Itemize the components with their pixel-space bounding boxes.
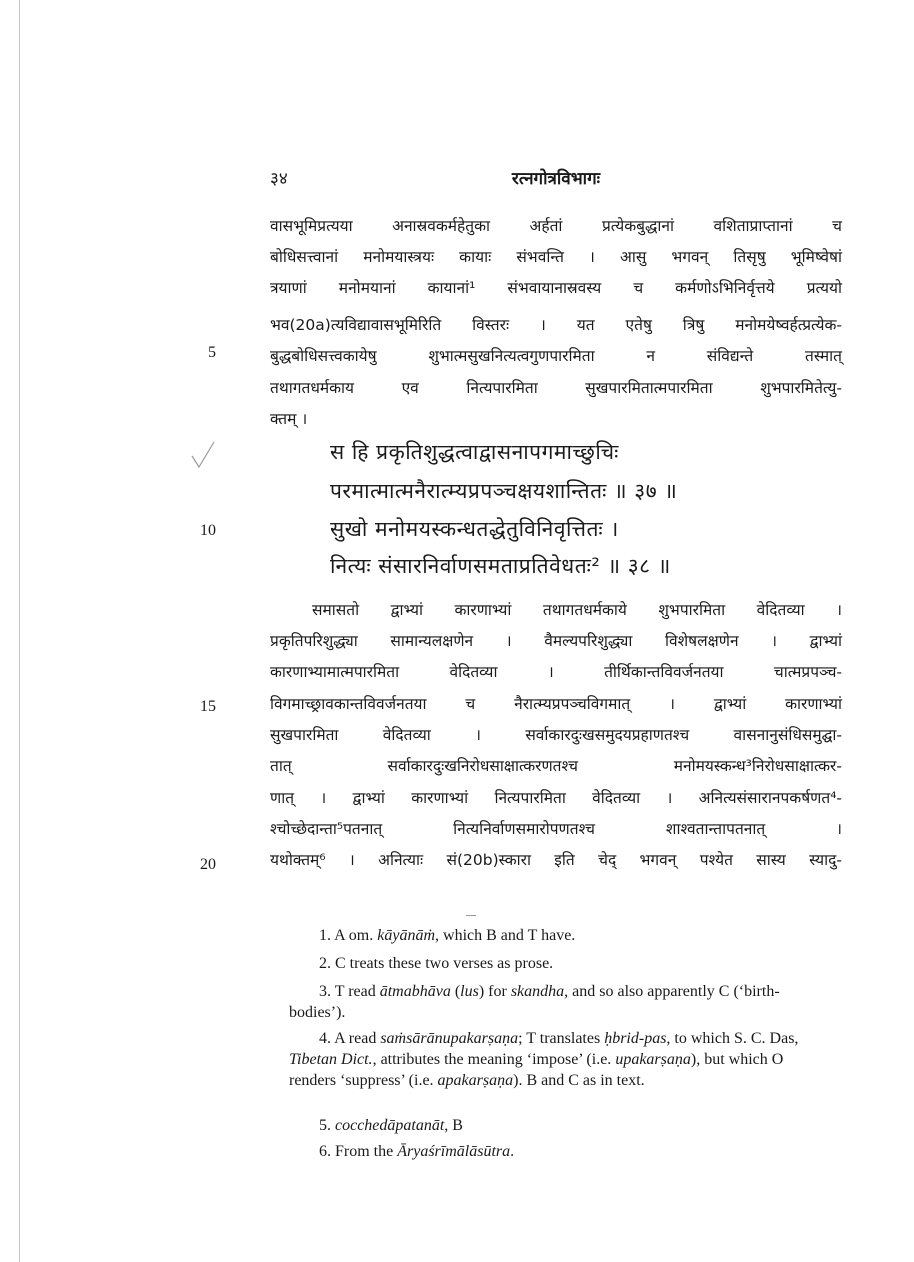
running-head: [270, 166, 842, 198]
body-line: तथागतधर्मकाय एव नित्यपारमिता सुखपारमितात्मपारमिता शुभपारमितेत्यु-: [270, 379, 842, 397]
commentary-line: यथोक्तम्⁶ । अनित्याः सं(20b)स्कारा इति चेद् भगवन् पश्येत सास्य स्यादु-: [270, 851, 842, 869]
footnote-2: 2. C treats these two verses as prose.: [289, 953, 834, 974]
verse-line: नित्यः संसारनिर्वाणसमताप्रतिवेधतः² ॥ ३८ ॥: [330, 554, 671, 578]
check-mark-icon: [190, 440, 216, 470]
verse-line: सुखो मनोमयस्कन्धतद्धेतुविनिवृत्तितः ।: [330, 517, 619, 541]
body-line: वासभूमिप्रत्यया अनास्रवकर्महेतुका अर्हतां प्रत्येकबुद्धानां वशिताप्राप्तानां च: [270, 217, 842, 235]
page-edge: [19, 0, 20, 1262]
footnote-number: 2.: [319, 955, 331, 972]
commentary-line: णात् । द्वाभ्यां कारणाभ्यां नित्यपारमिता वेदितव्या । अनित्यसंसारानपकर्षणत⁴-: [270, 789, 842, 807]
body-line: बोधिसत्त्वानां मनोमयास्त्रयः कायाः संभवन्ति । आसु भगवन् तिसृषु भूमिष्वेषां: [270, 248, 842, 266]
commentary-line: श्चोच्छेदान्ता⁵पतनात् नित्यनिर्वाणसमारोपणतश्च शाश्वतान्तापतनात् ।: [270, 820, 842, 838]
footnote-5: 5. cocchedāpatanāt, B: [289, 1115, 834, 1136]
commentary-line: समासतो द्वाभ्यां कारणाभ्यां तथागतधर्मकाये शुभपारमिता वेदितव्या ।: [312, 601, 842, 619]
body-line: बुद्धबोधिसत्त्वकायेषु शुभात्मसुखनित्यत्वगुणपारमिता न संविद्यन्ते तस्मात्: [270, 347, 842, 365]
footnote-1: 1. A om. kāyānāṁ, which B and T have.: [289, 925, 834, 946]
commentary-line: प्रकृतिपरिशुद्ध्या सामान्यलक्षणेन । वैमल्यपरिशुद्ध्या विशेषलक्षणेन । द्वाभ्यां: [270, 632, 842, 650]
body-line: भव(20a)त्यविद्यावासभूमिरिति विस्तरः । यत एतेषु त्रिषु मनोमयेष्वर्हत्प्रत्येक-: [270, 316, 842, 334]
line-number: 10: [200, 522, 216, 539]
commentary-line: कारणाभ्यामात्मपारमिता वेदितव्या । तीर्थिकान्तविवर्जनतया चात्मप्रपञ्च-: [270, 663, 842, 681]
footnote-number: 3.: [319, 983, 331, 1000]
commentary-line: सुखपारमिता वेदितव्या । सर्वाकारदुःखसमुदयप्रहाणतश्च वासनानुसंधिसमुद्घा-: [270, 726, 842, 744]
body-line: क्तम् ।: [270, 410, 308, 428]
page-title: रत्नगोत्रविभागः: [511, 169, 601, 189]
line-number: 20: [200, 856, 216, 873]
footnote-divider: [466, 915, 476, 916]
footnote-6: 6. From the Āryaśrīmālāsūtra.: [289, 1141, 834, 1162]
footnote-number: 4.: [319, 1030, 331, 1047]
footnote-4: 4. A read saṁsārānupakarṣaṇa; T translates ḥbrid-pas, to which S. C. Das, Tibetan Dict., attributes the meaning ‘impose’ (i.e. upakarṣaṇa), but which O renders ‘suppress’ (i.e. apakarṣaṇa). B and C as in text.: [289, 1030, 799, 1089]
footnote-number: 6.: [319, 1143, 331, 1160]
commentary-line: विगमाच्छ्रावकान्तविवर्जनतया च नैरात्म्यप्रपञ्चविगमात् । द्वाभ्यां कारणाभ्यां: [270, 695, 842, 713]
footnote-3: 3. T read ātmabhāva (lus) for skandha, and so also apparently C (‘birth-bodies’).: [289, 983, 780, 1021]
body-line: त्रयाणां मनोमयानां कायानां¹ संभवायानास्रवस्य च कर्मणोऽभिनिर्वृत्तये प्रत्ययो: [270, 279, 842, 297]
verse-line: स हि प्रकृतिशुद्धत्वाद्वासनापगमाच्छुचिः: [330, 440, 619, 464]
footnote-number: 5.: [319, 1117, 331, 1134]
footnote-number: 1.: [319, 927, 331, 944]
line-number: 15: [200, 698, 216, 715]
page-number: ३४: [270, 169, 288, 189]
commentary-line: तात् सर्वाकारदुःखनिरोधसाक्षात्करणतश्च मनोमयस्कन्ध³निरोधसाक्षात्कर-: [270, 757, 842, 775]
verse-line: परमात्मात्मनैरात्म्यप्रपञ्चक्षयशान्तितः ॥ ३७ ॥: [330, 479, 678, 503]
line-number: 5: [208, 344, 216, 361]
